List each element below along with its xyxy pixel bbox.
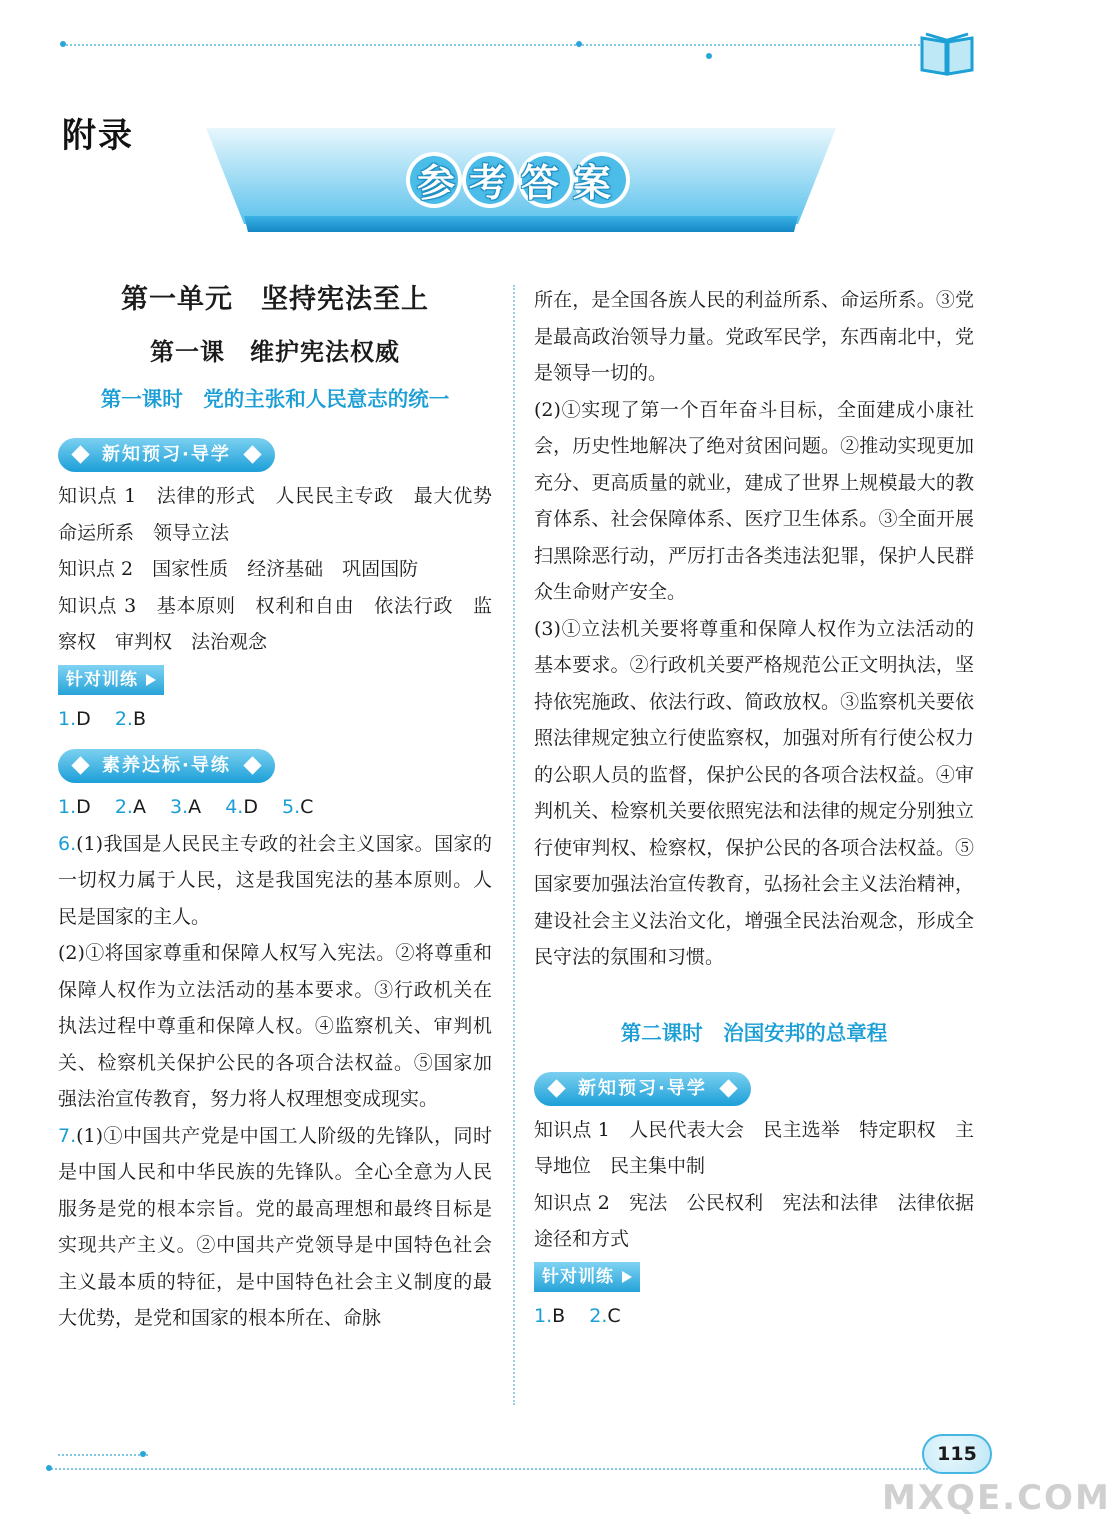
question-6-part-1 — [58, 826, 492, 936]
period-title: 第一课时 党的主张和人民意志的统一 — [100, 387, 450, 411]
knowledge-point-3: 知识点 3 基本原则 权利和自由 依法行政 监察权 审判权 法治观念 — [58, 594, 492, 653]
knowledge-point-2: 知识点 2 宪法 公民权利 宪法和法律 法律依据 途径和方式 — [534, 1191, 994, 1250]
diamond-icon — [243, 445, 261, 463]
question-number: 7. — [58, 1124, 77, 1147]
answer-number: 4. — [225, 796, 244, 818]
answer-value: D — [76, 707, 91, 730]
answer-value: A — [188, 796, 202, 818]
answer-number: 2. — [589, 1304, 608, 1327]
knowledge-point-1: 知识点 1 人民代表大会 民主选举 特定职权 主导地位 民主集中制 — [534, 1118, 974, 1177]
answer-value: B — [132, 707, 147, 730]
appendix-label: 附录 — [62, 116, 134, 156]
left-column — [58, 280, 512, 1337]
quiz-answers — [58, 789, 492, 826]
bottom-dotted-rule — [48, 1468, 928, 1470]
section-pill-preview — [58, 438, 275, 472]
answer-value: B — [552, 1304, 566, 1327]
section-pill-preview-2 — [534, 1072, 751, 1106]
answer-value: D — [76, 796, 91, 818]
diamond-icon — [71, 445, 89, 463]
knowledge-point-1: 知识点 1 法律的形式 人民民主专政 最大优势 命运所系 领导立法 — [58, 485, 512, 544]
answer-number: 1. — [58, 707, 77, 730]
top-rule-dot — [576, 41, 582, 47]
bottom-rule-dot — [140, 1451, 146, 1457]
answer-value: A — [132, 796, 146, 818]
period-2-title: 第二课时 治国安邦的总章程 — [620, 1020, 888, 1045]
answer-value: C — [300, 796, 314, 818]
lesson-title: 第一课 维护宪法权威 — [150, 338, 400, 366]
answer-number: 2. — [114, 707, 133, 730]
answer-number: 5. — [282, 796, 301, 818]
answer-number: 2. — [114, 796, 133, 818]
answer-value: C — [607, 1304, 621, 1327]
training-answers — [58, 701, 492, 738]
right-column — [534, 282, 994, 1334]
diamond-icon — [243, 756, 261, 774]
bottom-rule-dot — [46, 1465, 52, 1471]
open-book-icon — [918, 30, 976, 74]
training-tag-label: 针对训练 — [66, 669, 138, 690]
question-number: 6. — [58, 832, 77, 855]
diamond-icon — [71, 756, 89, 774]
section-pill-label: 新知预习·导学 — [102, 444, 231, 465]
answer-value: D — [243, 796, 258, 818]
question-7-part-1-continued: 所在，是全国各族人民的利益所系、命运所系。③党是最高政治领导力量。党政军民学，东西南北中，党是领导一切的。 — [534, 289, 974, 384]
answer-text: (1)我国是人民民主专政的社会主义国家。国家的一切权力属于人民，这是我国宪法的基本原则。人民是国家的主人。 — [58, 832, 492, 928]
answer-number: 3. — [170, 796, 189, 818]
training-tag — [58, 665, 164, 695]
top-rule-dot — [60, 41, 66, 47]
top-rule-dot — [706, 53, 712, 59]
training-answers-2 — [534, 1298, 974, 1335]
diamond-icon — [547, 1079, 565, 1097]
section-pill-label: 素养达标·导练 — [102, 755, 231, 776]
answer-text: (1)①中国共产党是中国工人阶级的先锋队，同时是中国人民和中华民族的先锋队。全心全意为人民服务是党的根本宗旨。党的最高理想和最终目标是实现共产主义。②中国共产党领导是中国特色社会主义最本质的特征，是中国特色社会主义制度的最大优势，是党和国家的根本所在、命脉 — [58, 1124, 492, 1329]
training-tag-label: 针对训练 — [542, 1266, 614, 1287]
diamond-icon — [719, 1079, 737, 1097]
triangle-right-icon — [622, 1271, 632, 1283]
answer-number: 1. — [58, 796, 77, 818]
question-7-part-1 — [58, 1118, 492, 1337]
training-tag-2 — [534, 1262, 640, 1292]
banner-title: 参考答案 — [416, 161, 625, 205]
column-divider — [513, 285, 515, 1405]
question-7-part-2: (2)①实现了第一个百年奋斗目标，全面建成小康社会，历史性地解决了绝对贫困问题。②推动实现更加充分、更高质量的就业，建成了世界上规模最大的教育体系、社会保障体系、医疗卫生体系。③全面开展扫黑除恶行动，严厉打击各类违法犯罪，保护人民群众生命财产安全。 — [534, 398, 974, 603]
triangle-right-icon — [146, 674, 156, 686]
top-dotted-rule — [62, 44, 932, 46]
section-pill-label: 新知预习·导学 — [578, 1077, 707, 1099]
bottom-dotted-rule-short — [58, 1454, 148, 1456]
unit-title: 第一单元 坚持宪法至上 — [121, 284, 429, 315]
page-number: 115 — [922, 1434, 992, 1474]
section-pill-practice — [58, 749, 275, 783]
answer-number: 1. — [534, 1304, 553, 1327]
knowledge-point-2: 知识点 2 国家性质 经济基础 巩固国防 — [58, 558, 419, 580]
question-6-part-2: (2)①将国家尊重和保障人权写入宪法。②将尊重和保障人权作为立法活动的基本要求。③行政机关在执法过程中尊重和保障人权。④监察机关、审判机关、检察机关保护公民的各项合法权益。⑤国家加强法治宣传教育，努力将人权理想变成现实。 — [58, 942, 492, 1110]
answer-banner — [206, 128, 836, 236]
question-7-part-3: (3)①立法机关要将尊重和保障人权作为立法活动的基本要求。②行政机关要严格规范公正文明执法，坚持依宪施政、依法行政、简政放权。③监察机关要依照法律规定独立行使监察权，加强对所有行使公权力的公职人员的监督，保护公民的各项合法权益。④审判机关、检察机关要依照宪法和法律的规定分别独立行使审判权、检察权，保护公民的各项合法权益。⑤国家要加强法治宣传教育，弘扬社会主义法治精神，建设社会主义法治文化，增强全民法治观念，形成全民守法的氛围和习惯。 — [534, 617, 974, 968]
watermark: MXQE.COM — [882, 1478, 1111, 1518]
